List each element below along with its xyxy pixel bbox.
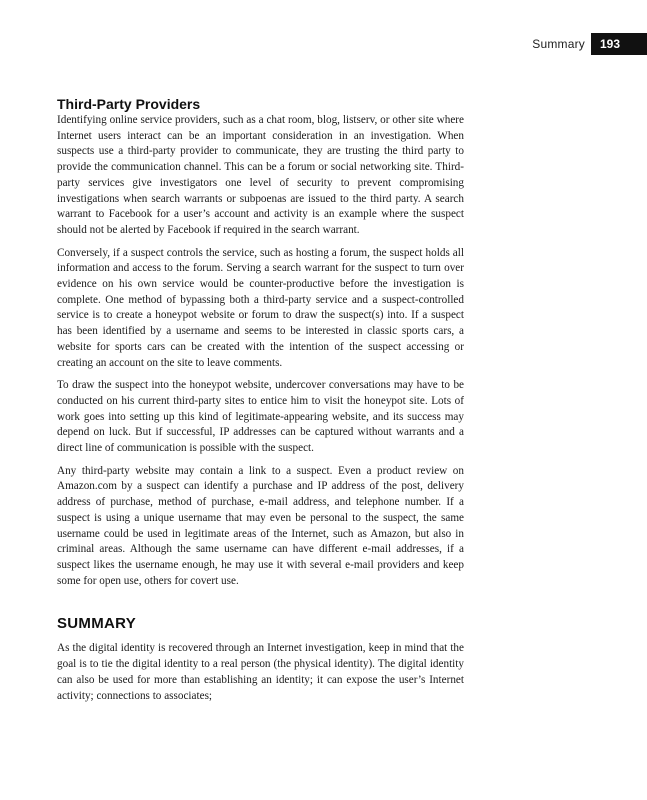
running-title: Summary	[532, 37, 585, 51]
paragraph: Any third-party website may contain a link to a suspect. Even a product review on Amazon.com by a suspect can identify a purchase and IP address of the post, delivery address of purchase, method of purchase, e-mail address, and telephone number. If a suspect is using a unique username that may even be personal to the suspect, the same username could be used in legitimate areas of the Internet, such as Amazon, but also in criminal areas. Although the same username can have different e-mail addresses, if a suspect likes the username enough, he may use it with several e-mail providers and keep some for open use, others for covert use.	[57, 464, 464, 587]
paragraph: Identifying online service providers, such as a chat room, blog, listserv, or other site where Internet users interact can be an important consideration in an investigation. When suspects use a third-party provider to communicate, they are trusting the third party to provide the communication channel. This can be a forum or social networking site. Third-party services give investigators one level of security to prevent compromising investigations when search warrants or subpoenas are issued to the third party. A search warrant to Facebook for a user’s account and activity is an example where the suspect should not be alerted by Facebook if required in the search warrant.	[57, 114, 464, 236]
page-number: 193	[591, 33, 647, 55]
section-heading-summary: SUMMARY	[57, 615, 137, 633]
paragraph: To draw the suspect into the honeypot website, undercover conversations may have to be conducted on his current third-party sites to entice him to visit the honeypot site. Lots of work goes into setting up this kind of legitimate-appearing website, and its success may depend on luck. But if successful, IP addresses can be captured without warrants and a direct line of communication is possible with the suspect.	[57, 379, 464, 455]
paragraph: As the digital identity is recovered through an Internet investigation, keep in mind that the goal is to tie the digital identity to a real person (the physical identity). The digital identity can also be used for more than establishing an identity; it can expose the user’s Internet activity; connections to associates;	[57, 642, 464, 702]
paragraph: Conversely, if a suspect controls the service, such as hosting a forum, the suspect holds all information and access to the forum. Serving a search warrant for the suspect to turn over evidence on his own service would be counter-productive before the investigation is complete. One method of bypassing both a third-party service and a suspect-controlled service is to create a honeypot website or forum to draw the suspect(s) into. If a suspect has been identified by a username and seems to be interested in classic sports cars, a website for sports cars can be created with the intention of the suspect accessing or creating an account on the site to leave comments.	[57, 246, 464, 369]
section-heading-third-party-providers: Third-Party Providers	[57, 96, 201, 112]
page-content	[57, 96, 464, 711]
running-head	[532, 33, 647, 55]
